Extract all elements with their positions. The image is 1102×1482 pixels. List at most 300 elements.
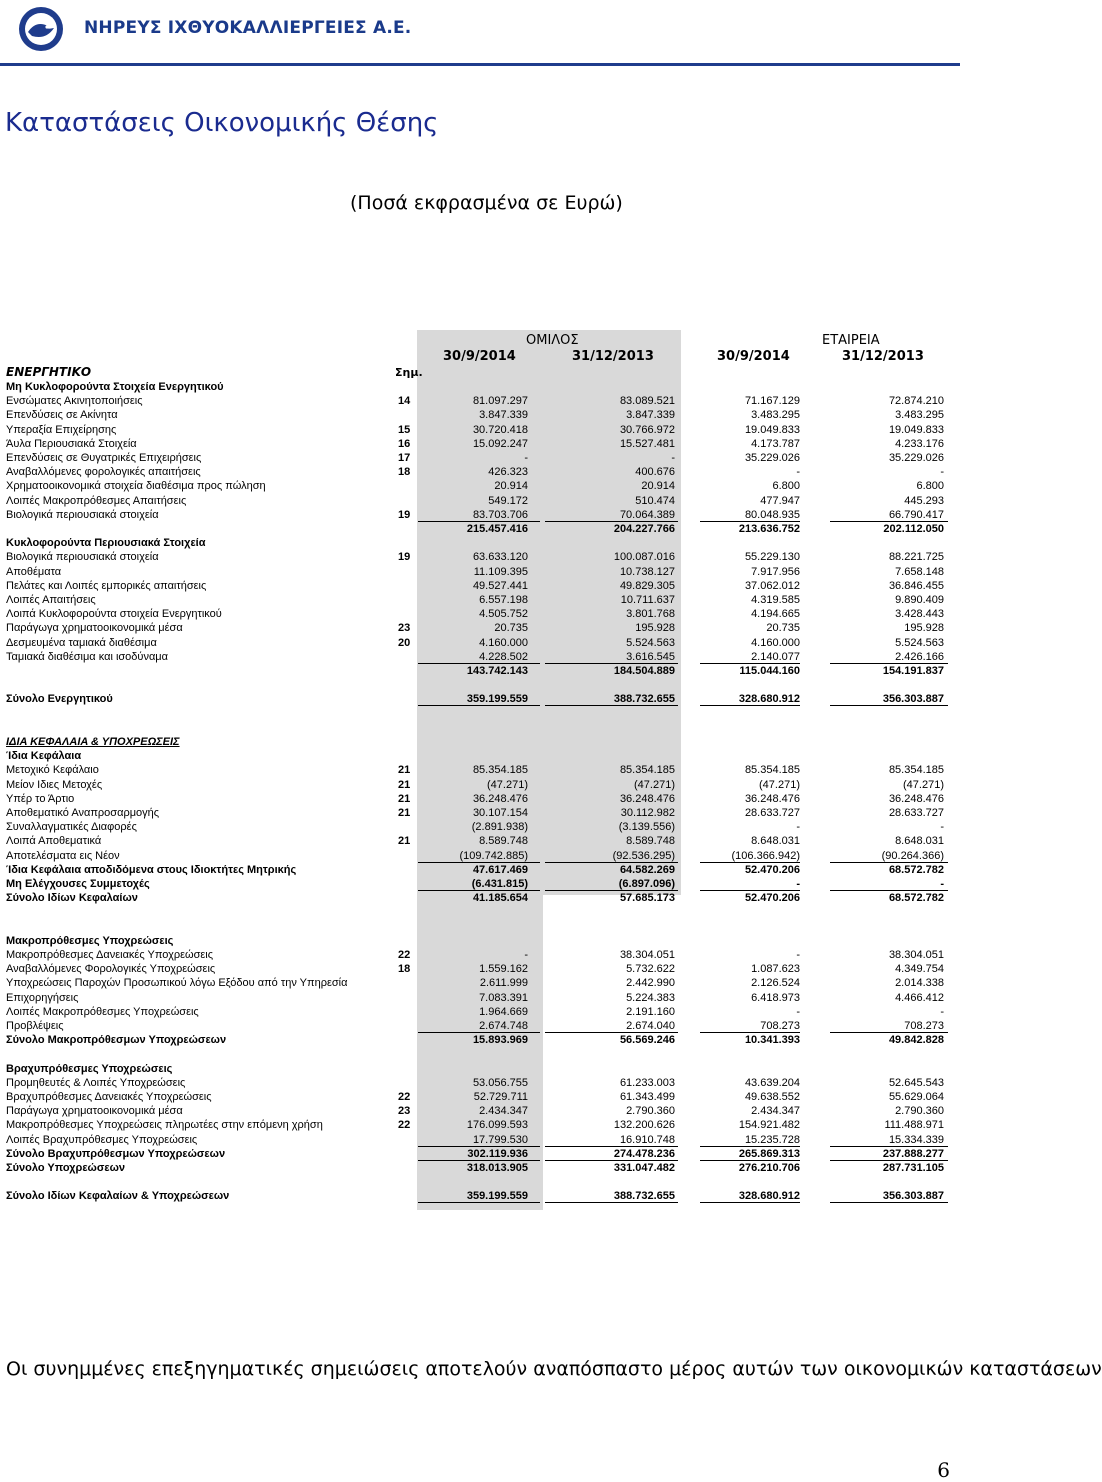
row-value-2: 85.354.185 (619, 764, 675, 777)
row-value-3: 6.800 (772, 480, 800, 493)
row-value-1: (2.891.938) (471, 821, 528, 834)
row-value-3: 7.917.956 (751, 565, 800, 578)
row-value-3: - (796, 821, 800, 834)
row-value-2: 204.227.766 (613, 523, 675, 535)
row-label: Επενδύσεις σε Ακίνητα (6, 409, 118, 422)
row-value-3: 4.160.000 (751, 636, 800, 649)
row-value-1: 3.847.339 (479, 409, 528, 422)
row-label: Επιχορηγήσεις (6, 991, 79, 1004)
row-value-3: 708.273 (760, 1020, 800, 1032)
row-value-1: 4.505.752 (479, 608, 528, 621)
row-value-3: 49.638.552 (744, 1091, 800, 1103)
company-name: ΝΗΡΕΥΣ ΙΧΘΥΟΚΑΛΛΙΕΡΓΕΙΕΣ Α.Ε. (84, 18, 412, 38)
row-value-4: 202.112.050 (883, 523, 944, 535)
row-value-1: 81.097.297 (472, 395, 528, 408)
row-value-3: 1.087.623 (751, 963, 800, 976)
row-value-2: 5.732.622 (626, 963, 675, 976)
row-label: Μακροπρόθεσμες Υποχρεώσεις πληρωτέες στην επόμενη χρήση (6, 1119, 323, 1132)
table-row (0, 1147, 960, 1161)
row-label: Επενδύσεις σε Θυγατρικές Επιχειρήσεις (6, 452, 202, 464)
row-label: Βιολογικά περιουσιακά στοιχεία (6, 508, 159, 521)
row-value-4: 49.842.828 (888, 1034, 944, 1047)
row-note: 15 (398, 423, 411, 436)
row-value-4: 4.233.176 (895, 437, 944, 450)
row-label: Σύνολο Μακροπρόθεσμων Υποχρεώσεων (6, 1034, 227, 1047)
row-value-1: 20.735 (494, 622, 528, 635)
row-label: Παράγωγα χρηματοοικονομικά μέσα (6, 1105, 183, 1118)
row-label: Συναλλαγματικές Διαφορές (6, 821, 137, 834)
row-label: Χρηματοοικονομικά στοιχεία διαθέσιμα προς πώληση (6, 480, 266, 493)
row-value-4: 111.488.971 (884, 1119, 944, 1132)
table-row (0, 1133, 960, 1147)
row-label: Μακροπρόθεσμες Δανειακές Υποχρεώσεις (6, 949, 214, 961)
row-label: Βραχυπρόθεσμες Υποχρεώσεις (6, 1062, 173, 1075)
row-value-2: 132.200.626 (613, 1119, 675, 1132)
row-value-3: 35.229.026 (744, 452, 800, 464)
row-value-1: 52.729.711 (473, 1091, 528, 1103)
table-row (0, 934, 960, 948)
table-row (0, 891, 960, 905)
row-value-4: 154.191.837 (882, 665, 944, 677)
table-row (0, 1005, 960, 1019)
row-spacer (0, 1047, 960, 1061)
row-label: Ίδια Κεφάλαια (6, 750, 82, 763)
row-value-3: 52.470.206 (744, 892, 800, 905)
row-spacer (0, 707, 960, 721)
company-date-b: 31/12/2013 (842, 349, 924, 364)
row-value-4: (47.271) (903, 778, 944, 791)
row-label: Ίδια Κεφάλαια αποδιδόμενα στους Ιδιοκτήτες Μητρικής (6, 863, 297, 876)
row-value-1: 30.720.418 (472, 423, 528, 436)
row-value-4: 28.633.727 (888, 807, 944, 819)
table-row (0, 778, 960, 792)
row-value-4: 9.890.409 (895, 594, 944, 606)
row-value-4: 7.658.148 (895, 565, 944, 578)
row-value-4: 66.790.417 (888, 508, 944, 521)
row-value-4: 445.293 (904, 494, 944, 507)
row-label: Μετοχικό Κεφάλαιο (6, 764, 99, 777)
table-row (0, 948, 960, 962)
row-label: Μη Κυκλοφορούντα Στοιχεία Ενεργητικού (6, 381, 224, 393)
table-row (0, 550, 960, 564)
row-value-2: 10.738.127 (619, 565, 675, 578)
row-value-1: 11.109.395 (473, 565, 528, 578)
row-note: 17 (398, 452, 411, 464)
row-value-2: 64.582.269 (619, 863, 675, 876)
row-value-1: 30.107.154 (472, 807, 528, 819)
table-row (0, 806, 960, 820)
row-value-3: 80.048.935 (744, 508, 800, 521)
row-label: Αποθέματα (6, 565, 62, 578)
row-note: 21 (398, 807, 411, 819)
table-row (0, 437, 960, 451)
table-row (0, 408, 960, 422)
row-value-4: 72.874.210 (888, 395, 944, 408)
row-label: Λοιπές Βραχυπρόθεσμες Υποχρεώσεις (6, 1133, 198, 1146)
table-row (0, 991, 960, 1005)
row-label: Ενσώματες Ακινητοποιήσεις (6, 395, 143, 408)
row-label: Υπέρ το Άρτιο (6, 792, 75, 805)
row-value-2: 2.790.360 (626, 1105, 675, 1118)
row-value-4: 85.354.185 (888, 764, 944, 777)
row-value-2: 2.674.040 (626, 1020, 675, 1032)
row-value-3: 3.483.295 (751, 409, 800, 422)
row-value-2: 5.524.563 (626, 636, 675, 649)
table-row (0, 1019, 960, 1033)
row-value-3: 19.049.833 (744, 423, 800, 436)
table-row (0, 849, 960, 863)
row-value-3: 55.229.130 (744, 551, 800, 564)
row-value-2: 3.801.768 (626, 608, 675, 621)
row-spacer (0, 721, 960, 735)
row-value-1: 143.742.143 (466, 665, 528, 677)
company-logo-icon (18, 6, 64, 52)
table-row (0, 834, 960, 848)
row-note: 23 (398, 622, 411, 635)
row-value-4: 68.572.782 (888, 863, 944, 876)
row-value-1: 1.964.669 (479, 1005, 528, 1018)
row-value-1: 17.799.530 (472, 1133, 528, 1146)
row-note: 21 (398, 835, 411, 848)
row-label: Λοιπές Απαιτήσεις (6, 594, 96, 606)
row-note: 19 (398, 551, 411, 564)
row-value-2: 100.087.016 (613, 551, 675, 564)
row-value-3: 36.248.476 (744, 792, 800, 805)
total-rule (700, 1202, 800, 1203)
table-row (0, 962, 960, 976)
total-rule (830, 1202, 948, 1203)
group-date-b: 31/12/2013 (572, 349, 654, 364)
row-value-1: 549.172 (488, 494, 528, 507)
row-label: Αποθεματικό Αναπροσαρμογής (6, 807, 160, 819)
row-value-3: 85.354.185 (744, 764, 800, 777)
row-value-1: 41.185.654 (472, 892, 528, 905)
row-value-1: 83.703.706 (472, 508, 528, 521)
table-row (0, 735, 960, 749)
row-value-3: 2.126.524 (751, 977, 800, 990)
row-label: Παράγωγα χρηματοοικονομικά μέσα (6, 622, 183, 635)
row-value-2: 388.732.655 (613, 693, 675, 706)
row-value-1: (109.742.885) (459, 849, 528, 862)
row-value-2: 70.064.389 (619, 508, 675, 521)
group-date-a: 30/9/2014 (443, 349, 516, 364)
row-label: Λοιπά Κυκλοφορούντα στοιχεία Ενεργητικού (6, 608, 222, 621)
row-value-3: 2.434.347 (751, 1105, 800, 1118)
row-value-2: 274.478.236 (613, 1147, 675, 1160)
row-spacer (0, 905, 960, 919)
row-value-2: 5.224.383 (626, 991, 675, 1004)
row-value-2: 49.829.305 (619, 579, 675, 592)
row-note: 21 (398, 764, 411, 777)
row-value-3: - (796, 466, 800, 479)
row-label: Κυκλοφορούντα Περιουσιακά Στοιχεία (6, 537, 206, 550)
row-value-4: 2.790.360 (895, 1105, 944, 1118)
row-value-3: - (796, 949, 800, 961)
row-value-4: 287.731.105 (882, 1162, 944, 1174)
table-row (0, 508, 960, 522)
row-value-1: 359.199.559 (466, 693, 528, 706)
row-value-1: 302.119.936 (467, 1147, 528, 1160)
table-row (0, 650, 960, 664)
row-value-2: 400.676 (635, 466, 675, 479)
total-rule (418, 1202, 540, 1203)
row-value-4: 68.572.782 (888, 892, 944, 905)
row-value-1: 36.248.476 (472, 792, 528, 805)
table-row (0, 621, 960, 635)
row-value-4: 19.049.833 (888, 423, 944, 436)
row-value-2: 83.089.521 (619, 395, 675, 408)
row-value-1: - (524, 452, 528, 464)
table-row (0, 664, 960, 678)
row-value-2: (3.139.556) (618, 821, 675, 834)
row-value-2: 331.047.482 (613, 1162, 675, 1174)
row-value-1: 49.527.441 (472, 579, 528, 592)
row-value-3: 52.470.206 (744, 863, 800, 876)
row-note: 23 (398, 1105, 411, 1118)
row-value-2: 30.766.972 (619, 423, 675, 436)
table-row (0, 976, 960, 990)
row-value-1: 359.199.559 (466, 1190, 528, 1203)
table-row (0, 593, 960, 607)
row-value-2: (92.536.295) (612, 849, 675, 862)
currency-subtitle: (Ποσά εκφρασμένα σε Ευρώ) (350, 192, 623, 214)
row-value-4: 195.928 (904, 622, 944, 635)
row-value-2: 61.343.499 (619, 1091, 675, 1103)
row-label: Αναβαλλόμενες φορολογικές απαιτήσεις (6, 466, 201, 479)
row-note: 18 (398, 963, 411, 976)
assets-section-title: ΕΝΕΡΓΗΤΙΚΟ (6, 365, 92, 379)
page-title: Καταστάσεις Οικονομικής Θέσης (5, 108, 439, 138)
group-header: ΟΜΙΛΟΣ (526, 333, 579, 348)
row-spacer (0, 920, 960, 934)
row-value-2: 15.527.481 (619, 437, 675, 450)
row-label: Λοιπές Μακροπρόθεσμες Υποχρεώσεις (6, 1005, 199, 1018)
row-note: 21 (398, 792, 411, 805)
row-value-3: 328.680.912 (738, 1190, 800, 1203)
row-label: Προμηθευτές & Λοιπές Υποχρεώσεις (6, 1076, 186, 1089)
row-spacer (0, 1175, 960, 1189)
row-label: Μακροπρόθεσμες Υποχρεώσεις (6, 934, 174, 947)
table-row (0, 763, 960, 777)
company-date-a: 30/9/2014 (717, 349, 790, 364)
company-header: ΕΤΑΙΡΕΙΑ (822, 333, 880, 348)
row-value-2: 8.589.748 (626, 835, 675, 848)
table-row (0, 1062, 960, 1076)
row-value-4: 35.229.026 (888, 452, 944, 464)
row-value-3: (106.366.942) (731, 849, 800, 862)
row-label: Λοιπές Μακροπρόθεσμες Απαιτήσεις (6, 494, 187, 507)
row-value-1: 53.056.755 (472, 1076, 528, 1089)
table-row (0, 1076, 960, 1090)
row-value-3: 4.319.585 (751, 594, 800, 606)
row-label: Σύνολο Ιδίων Κεφαλαίων (6, 892, 138, 905)
row-value-1: 8.589.748 (479, 835, 528, 848)
row-value-1: 2.611.999 (479, 977, 528, 990)
row-value-2: 510.474 (635, 494, 675, 507)
row-label: Μη Ελέγχουσες Συμμετοχές (6, 878, 150, 890)
header-divider (0, 63, 960, 66)
row-value-1: 47.617.469 (472, 863, 528, 876)
table-row (0, 479, 960, 493)
row-value-4: 6.800 (916, 480, 944, 493)
row-value-3: 6.418.973 (751, 991, 800, 1004)
row-label: Δεσμευμένα ταμιακά διαθέσιμα (6, 636, 157, 649)
row-value-3: 115.044.160 (739, 665, 800, 677)
note-column-header: Σημ. (395, 366, 423, 379)
row-note: 19 (398, 508, 411, 521)
row-value-3: 2.140.077 (751, 650, 800, 663)
row-value-1: - (524, 949, 528, 961)
table-row (0, 1118, 960, 1132)
row-spacer (0, 678, 960, 692)
row-value-3: 213.636.752 (738, 523, 800, 535)
table-row (0, 692, 960, 706)
row-value-4: 55.629.064 (888, 1091, 944, 1103)
row-label: Βραχυπρόθεσμες Δανειακές Υποχρεώσεις (6, 1091, 212, 1103)
row-value-3: 4.194.665 (751, 608, 800, 621)
row-value-4: 52.645.543 (888, 1076, 944, 1089)
row-value-2: 388.732.655 (613, 1190, 675, 1203)
table-row (0, 820, 960, 834)
row-label: Πελάτες και Λοιπές εμπορικές απαιτήσεις (6, 579, 207, 592)
row-value-1: 176.099.593 (466, 1119, 528, 1132)
row-value-4: (90.264.366) (881, 849, 944, 862)
table-row (0, 749, 960, 763)
row-value-3: 71.167.129 (744, 395, 800, 408)
row-label: Σύνολο Ενεργητικού (6, 693, 113, 706)
row-value-3: - (796, 878, 800, 890)
row-value-3: 265.869.313 (738, 1147, 800, 1160)
row-value-3: 28.633.727 (744, 807, 800, 819)
table-row (0, 423, 960, 437)
table-row (0, 863, 960, 877)
row-value-2: (47.271) (634, 778, 675, 791)
row-value-4: 36.248.476 (888, 792, 944, 805)
row-value-1: 6.557.198 (479, 594, 528, 606)
row-value-3: 15.235.728 (744, 1133, 800, 1146)
row-value-2: (6.897.096) (618, 878, 675, 890)
row-value-1: 2.434.347 (479, 1105, 528, 1118)
row-label: Υποχρεώσεις Παροχών Προσωπικού λόγω Εξόδου από την Υπηρεσία (6, 977, 348, 990)
row-note: 22 (398, 1091, 411, 1103)
row-value-3: 43.639.204 (744, 1076, 800, 1089)
row-label: ΙΔΙΑ ΚΕΦΑΛΑΙΑ & ΥΠΟΧΡΕΩΣΕΙΣ (6, 736, 180, 748)
row-label: Λοιπά Αποθεματικά (6, 835, 102, 848)
table-row (0, 607, 960, 621)
row-label: Σύνολο Βραχυπρόθεσμων Υποχρεώσεων (6, 1147, 226, 1160)
row-value-2: 57.685.173 (619, 892, 675, 905)
total-rule (545, 1202, 678, 1203)
row-value-1: 63.633.120 (472, 551, 528, 564)
row-value-1: 426.323 (488, 466, 528, 479)
table-row (0, 1090, 960, 1104)
row-value-2: 30.112.982 (620, 807, 675, 819)
row-value-3: 276.210.706 (738, 1162, 800, 1174)
row-value-1: 215.457.416 (466, 523, 528, 535)
row-value-3: 10.341.393 (744, 1034, 800, 1047)
row-value-4: 5.524.563 (895, 636, 944, 649)
row-value-2: 2.191.160 (626, 1005, 675, 1018)
row-value-4: 38.304.051 (888, 949, 944, 961)
row-value-2: 20.914 (641, 480, 675, 493)
row-value-3: - (796, 1005, 800, 1018)
row-value-1: 20.914 (494, 480, 528, 493)
row-value-1: (47.271) (487, 778, 528, 791)
table-row (0, 1033, 960, 1047)
row-label: Ταμιακά διαθέσιμα και ισοδύναμα (6, 650, 168, 663)
row-label: Σύνολο Υποχρεώσεων (6, 1162, 125, 1174)
table-row (0, 1104, 960, 1118)
row-value-4: 3.428.443 (895, 608, 944, 621)
row-value-3: 20.735 (766, 622, 800, 635)
row-value-4: 4.349.754 (895, 963, 944, 976)
table-row (0, 451, 960, 465)
row-label: Αποτελέσματα εις Νέον (6, 849, 120, 862)
table-row (0, 394, 960, 408)
row-value-2: 38.304.051 (619, 949, 675, 961)
row-note: 16 (398, 437, 411, 450)
row-value-2: 3.847.339 (626, 409, 675, 422)
table-row (0, 380, 960, 394)
row-value-2: - (671, 452, 675, 464)
row-value-2: 56.569.246 (619, 1034, 675, 1047)
row-value-2: 3.616.545 (626, 650, 675, 663)
row-value-1: 1.559.162 (479, 963, 528, 976)
row-label: Άυλα Περιουσιακά Στοιχεία (6, 437, 137, 450)
table-row (0, 1161, 960, 1175)
table-row (0, 565, 960, 579)
table-row (0, 1189, 960, 1203)
row-label: Μείον Ιδιες Μετοχές (6, 778, 103, 791)
row-note: 22 (398, 949, 411, 961)
row-value-4: - (940, 821, 944, 834)
row-value-4: 4.466.412 (895, 991, 944, 1004)
row-note: 14 (398, 395, 411, 408)
row-value-3: 477.947 (760, 494, 800, 507)
row-value-4: 708.273 (904, 1020, 944, 1032)
row-value-2: 36.248.476 (619, 792, 675, 805)
row-label: Αναβαλλόμενες Φορολογικές Υποχρεώσεις (6, 963, 216, 976)
row-value-2: 10.711.637 (620, 594, 675, 606)
row-value-2: 61.233.003 (619, 1076, 675, 1089)
row-value-4: 36.846.455 (888, 579, 944, 592)
row-value-1: (6.431.815) (471, 878, 528, 890)
row-value-4: - (940, 466, 944, 479)
table-row (0, 522, 960, 536)
row-value-4: 2.014.338 (895, 977, 944, 990)
row-label: Βιολογικά περιουσιακά στοιχεία (6, 551, 159, 564)
row-value-3: (47.271) (759, 778, 800, 791)
row-value-1: 7.083.391 (479, 991, 528, 1004)
table-row (0, 465, 960, 479)
row-value-1: 4.160.000 (479, 636, 528, 649)
row-note: 20 (398, 636, 411, 649)
row-value-3: 8.648.031 (751, 835, 800, 848)
row-value-4: - (940, 878, 944, 890)
table-row (0, 792, 960, 806)
row-value-1: 318.013.905 (466, 1162, 528, 1174)
table-row (0, 536, 960, 550)
row-value-3: 154.921.482 (738, 1119, 800, 1132)
row-value-2: 195.928 (635, 622, 675, 635)
row-label: Προβλέψεις (6, 1020, 64, 1032)
row-value-4: - (940, 1005, 944, 1018)
row-value-4: 356.303.887 (882, 693, 944, 706)
row-value-4: 2.426.166 (895, 650, 944, 663)
row-value-2: 2.442.990 (626, 977, 675, 990)
row-label: Σύνολο Ιδίων Κεφαλαίων & Υποχρεώσεων (6, 1190, 230, 1203)
row-value-4: 237.888.277 (882, 1147, 944, 1160)
